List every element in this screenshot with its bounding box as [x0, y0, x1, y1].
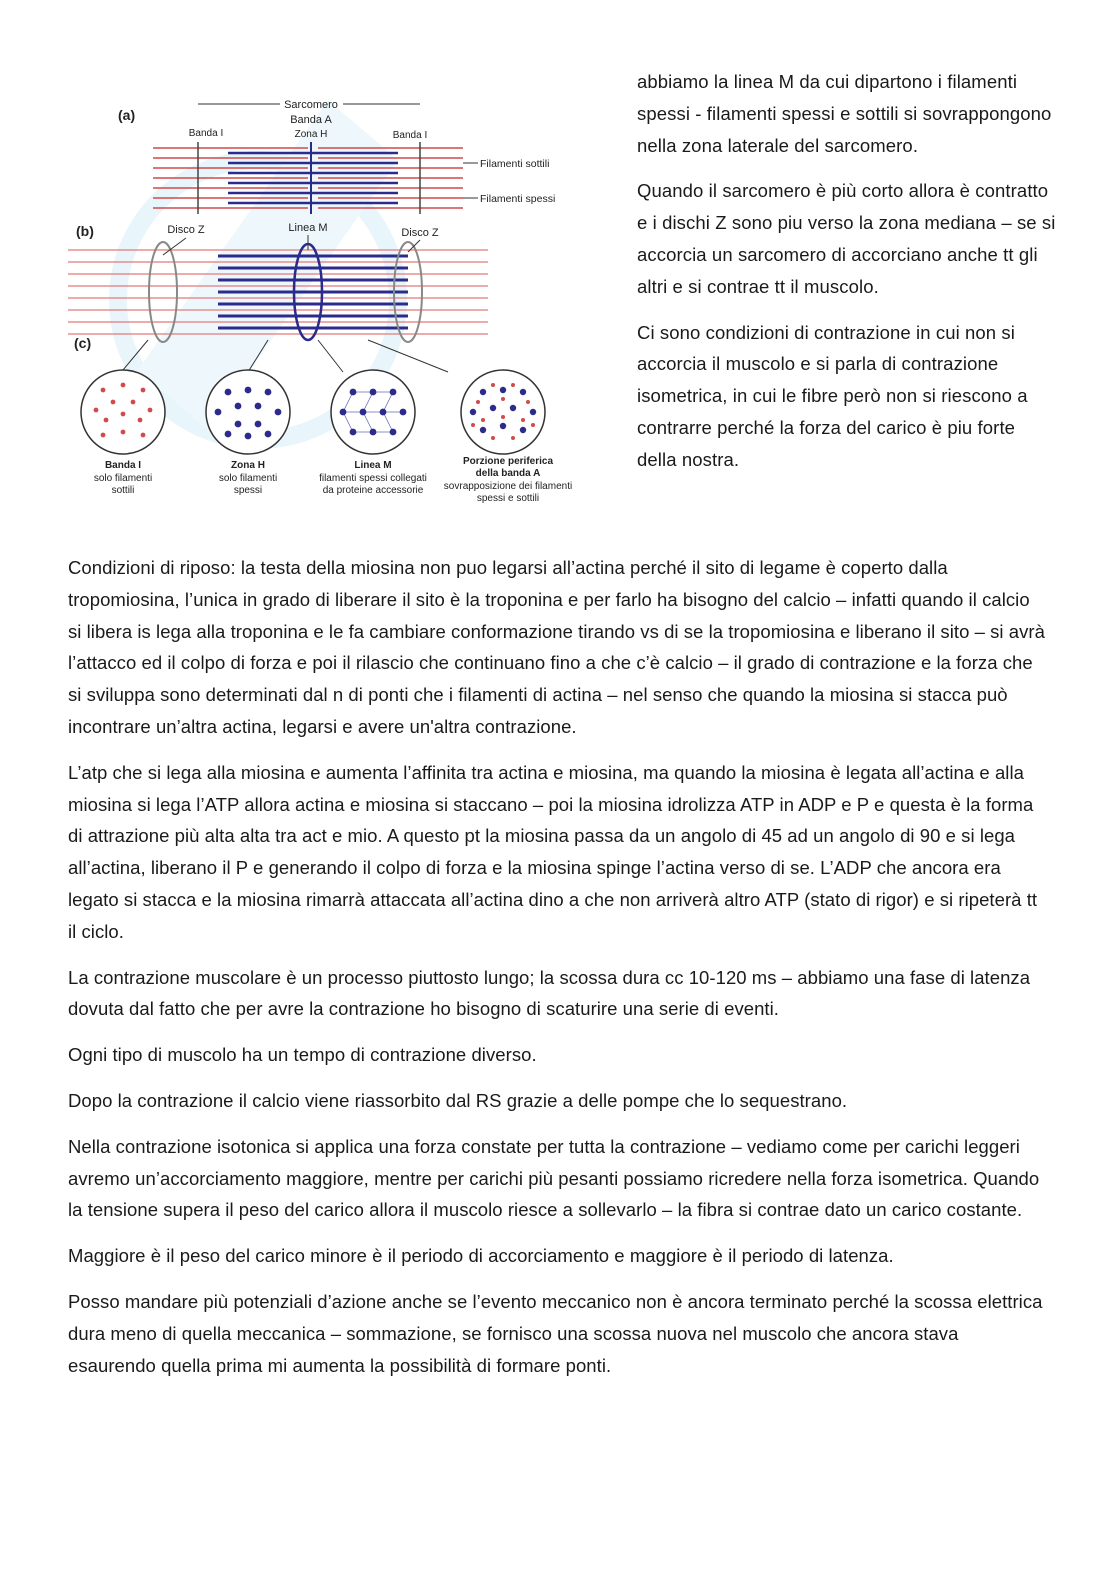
cross-section-linea-m	[331, 370, 415, 454]
sarcomere-figure	[68, 40, 593, 515]
right-paragraph: Ci sono condizioni di contrazione in cui non si accorcia il muscolo e si parla di contrazione isometrica, in cui le fibre però non si riescono a contrarre perché la forza del carico è piu forte della nostra.	[637, 321, 1028, 470]
caption-zona-h-title: Zona H	[231, 460, 265, 471]
cross-section-banda-a	[461, 370, 545, 454]
label-sarcomero: Sarcomero	[284, 99, 338, 111]
panel-label-a: (a)	[118, 107, 136, 123]
paragraph: L’atp che si lega alla miosina e aumenta l’affinita tra actina e miosina, ma quando la miosina è legata all’actina e alla miosina si lega l’ATP allora actina e miosina si staccano – poi la miosina idrolizza ATP in ADP e P e questa è la forma di attrazione più alta alta tra act e mio. A questo pt la miosina passa da un angolo di 45 ad un angolo di 90 e si lega all’actina, liberano il P e generando il colpo di forza e la miosina spinge l’actina verso di se. L’ADP che ancora era legato si stacca e la miosina rimarrà attaccata all’actina dino a che non arriverà altro ATP (stato di rigor) e si ripeterà tt il ciclo.	[68, 761, 1038, 942]
label-linea-m: Linea M	[288, 222, 328, 234]
paragraph: Condizioni di riposo: la testa della miosina non puo legarsi all’actina perché il sito di legame è coperto dalla tropomiosina, l’unica in grado di liberare il sito è la troponina e per farlo ha bisogno del calcio – infatti quando il calcio si libera is lega alla troponina e le fa cambiare conformazione tirando vs di se la tropomiosina e liberano il sito – si avrà l’attacco ed il colpo di forza e poi il rilascio che continuano fino a che c’è calcio – il grado di contrazione e la forza che si sviluppa sono determinati dal n di ponti che i filamenti di actina – nel senso che quando la miosina si stacca può incontrare un’altra actina, legarsi e avere un'altra contrazione.	[68, 557, 1045, 737]
caption-banda-i-line2: sottili	[111, 485, 135, 496]
label-banda-i-left: Banda I	[188, 128, 224, 139]
paragraph: Dopo la contrazione il calcio viene riassorbito dal RS grazie a delle pompe che lo sequestrano.	[68, 1089, 848, 1111]
label-filamenti-sottili: Filamenti sottili	[480, 158, 550, 170]
cross-section-banda-i	[81, 370, 165, 454]
caption-banda-a-line1: della banda A	[475, 468, 541, 479]
label-disco-z-right: Disco Z	[401, 227, 439, 239]
right-column-text	[637, 66, 1057, 490]
paragraph: Nella contrazione isotonica si applica una forza constate per tutta la contrazione – vediamo come per carichi leggeri avremo un’accorciamento maggiore, mentre per carichi più pesanti possiamo ricredere nella forza isometrica. Quando la tensione supera il peso del carico allora il muscolo riesce a sollevarlo – la fibra si contrae dato un carico costante.	[68, 1135, 1040, 1221]
caption-banda-a-title: Porzione periferica	[462, 456, 554, 467]
panel-label-b: (b)	[76, 223, 94, 239]
paragraph: Ogni tipo di muscolo ha un tempo di contrazione diverso.	[68, 1044, 537, 1066]
label-zona-h: Zona H	[294, 129, 328, 140]
right-paragraph: abbiamo la linea M da cui dipartono i filamenti spessi - filamenti spessi e sottili si sovrappongono nella zona laterale del sarcomero.	[637, 71, 1052, 156]
caption-banda-i-title: Banda I	[104, 460, 142, 471]
panel-label-c: (c)	[74, 335, 92, 351]
label-banda-a: Banda A	[290, 114, 332, 126]
right-paragraph: Quando il sarcomero è più corto allora è contratto e i dischi Z sono piu verso la zona mediana – se si accorcia un sarcomero di accorciano anche tt gli altri e si contrae tt il muscolo.	[637, 180, 1056, 297]
label-disco-z-left: Disco Z	[167, 224, 205, 236]
caption-banda-a-line2: sovrapposizione dei filamenti	[443, 481, 573, 492]
label-filamenti-spessi: Filamenti spessi	[480, 193, 556, 205]
caption-banda-a-line3: spessi e sottili	[476, 493, 540, 504]
caption-linea-m-line2: da proteine accessorie	[322, 485, 424, 496]
body-text	[68, 552, 1048, 1395]
paragraph: Maggiore è il peso del carico minore è il periodo di accorciamento e maggiore è il periodo di latenza.	[68, 1245, 894, 1267]
sarcomere-diagram	[68, 40, 593, 515]
caption-linea-m-title: Linea M	[354, 460, 392, 471]
sarcomere-longitudinal	[153, 142, 463, 214]
caption-banda-i-line1: solo filamenti	[93, 473, 153, 484]
cross-section-zona-h	[206, 370, 290, 454]
caption-zona-h-line2: spessi	[233, 485, 263, 496]
paragraph: La contrazione muscolare è un processo piuttosto lungo; la scossa dura cc 10-120 ms – abbiamo una fase di latenza dovuta dal fatto che per avre la contrazione ho bisogno di scaturire una serie di eventi.	[68, 966, 1031, 1020]
label-banda-i-right: Banda I	[392, 130, 428, 141]
paragraph: Posso mandare più potenziali d’azione anche se l’evento meccanico non è ancora terminato perché la scossa elettrica dura meno di quella meccanica – sommazione, se fornisco una scossa nuova nel muscolo che ancora stava esaurendo quella prima mi aumenta la possibilità di formare ponti.	[68, 1290, 1043, 1376]
caption-zona-h-line1: solo filamenti	[218, 473, 278, 484]
caption-linea-m-line1: filamenti spessi collegati	[319, 473, 427, 484]
